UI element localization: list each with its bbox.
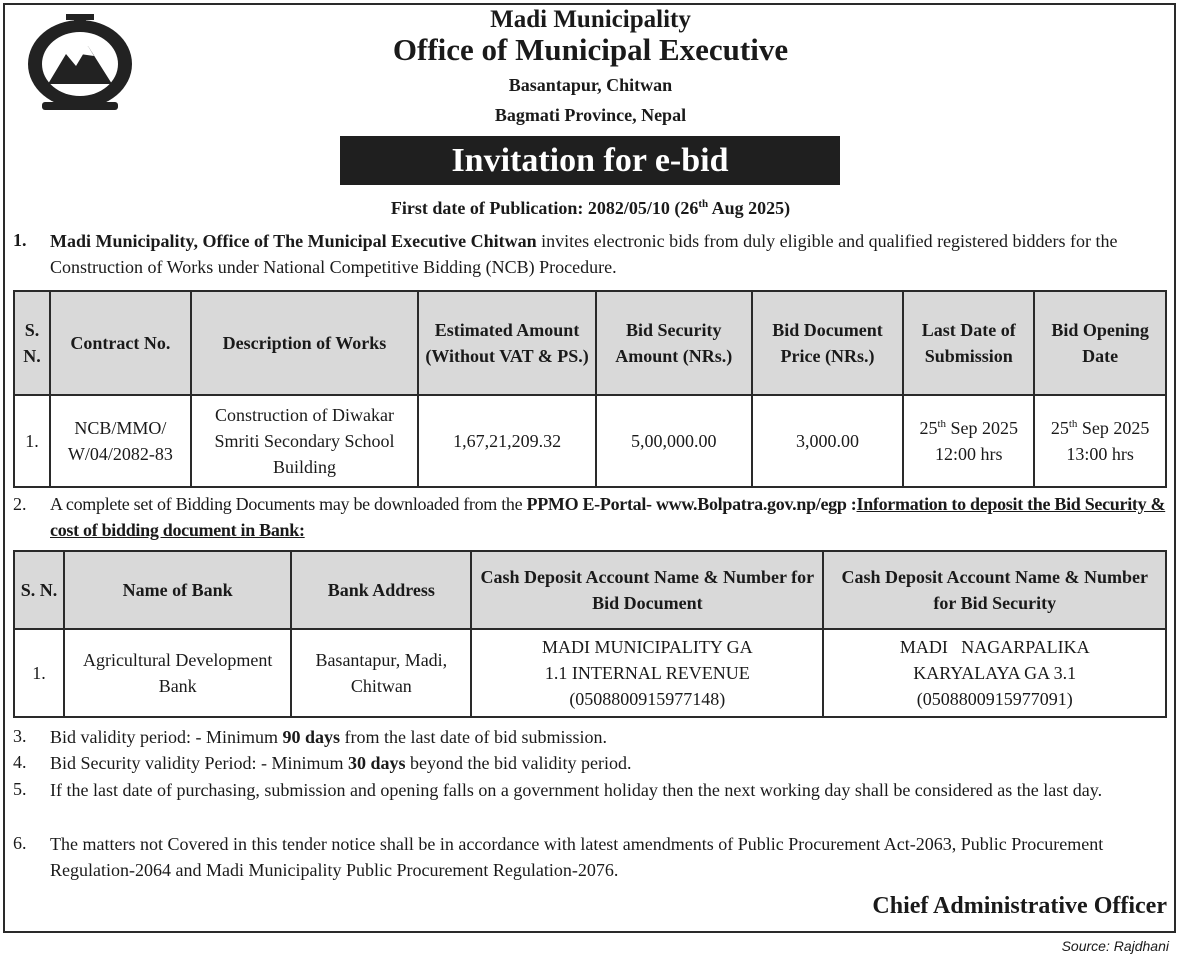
cell-security-account: MADI NAGARPALIKA KARYALAYA GA 3.1 (0508800915977091)	[823, 629, 1166, 717]
item-2-number: 2.	[13, 494, 27, 514]
bank-table	[13, 550, 1167, 718]
col-bank-name: Name of Bank	[64, 551, 292, 629]
item-6-text: The matters not Covered in this tender notice shall be in accordance with latest amendments of Public Procurement Act-2063, Public Procurement Regulation-2064 and Madi Municipality Public Procurement Regulation-2076.	[50, 834, 1104, 880]
item-2-text: A complete set of Bidding Documents may be downloaded from the PPMO E-Portal- www.Bolpatra.gov.np/egp :Information to deposit the Bid Security & cost of bidding document in Bank:	[50, 494, 1166, 540]
works-table-header	[14, 291, 1166, 395]
notice-title: Invitation for e-bid	[340, 136, 840, 185]
col-sn: S. N.	[14, 551, 64, 629]
bank-table-header	[14, 551, 1166, 629]
cell-bank-name: Agricultural Development Bank	[64, 629, 292, 717]
cell-security: 5,00,000.00	[596, 395, 752, 487]
address-line-1: Basantapur, Chitwan	[508, 75, 673, 95]
item-6-number: 6.	[13, 833, 27, 853]
item-4-number: 4.	[13, 752, 27, 772]
cell-sn: 1.	[14, 629, 64, 717]
source-credit: Source: Rajdhani	[1061, 938, 1169, 954]
signature-title: Chief Administrative Officer	[872, 893, 1167, 919]
item-5-text: If the last date of purchasing, submission and opening falls on a government holiday then the next working day shall be considered as the last day.	[50, 780, 1103, 800]
office-name: Office of Municipal Executive	[392, 32, 789, 67]
item-3-number: 3.	[13, 726, 27, 746]
table-row	[14, 629, 1166, 717]
cell-bank-address: Basantapur, Madi, Chitwan	[291, 629, 471, 717]
col-security-account: Cash Deposit Account Name & Number for Bid Security	[823, 551, 1166, 629]
col-contract-no: Contract No.	[50, 291, 191, 395]
item-4-text: Bid Security validity Period: - Minimum 30 days beyond the bid validity period.	[50, 753, 632, 773]
cell-doc-price: 3,000.00	[752, 395, 904, 487]
cell-contract: NCB/MMO/ W/04/2082-83	[50, 395, 191, 487]
col-doc-account: Cash Deposit Account Name & Number for Bid Document	[471, 551, 823, 629]
table-row	[14, 395, 1166, 487]
cell-last-date: 25th Sep 2025 12:00 hrs	[903, 395, 1034, 487]
item-5-number: 5.	[13, 779, 27, 799]
col-sn: S. N.	[14, 291, 50, 395]
cell-doc-account: MADI MUNICIPALITY GA 1.1 INTERNAL REVENUE (0508800915977148)	[471, 629, 823, 717]
cell-description: Construction of Diwakar Smriti Secondary School Building	[191, 395, 418, 487]
col-opening-date: Bid Opening Date	[1034, 291, 1166, 395]
municipality-name: Madi Municipality	[490, 6, 691, 33]
col-bid-security: Bid Security Amount (NRs.)	[596, 291, 752, 395]
item-1-number: 1.	[13, 230, 27, 250]
works-table	[13, 290, 1167, 488]
col-bank-address: Bank Address	[291, 551, 471, 629]
cell-estimated: 1,67,21,209.32	[418, 395, 596, 487]
address-line-2: Bagmati Province, Nepal	[494, 105, 687, 125]
publication-date: First date of Publication: 2082/05/10 (26th Aug 2025)	[390, 198, 791, 218]
col-last-date: Last Date of Submission	[903, 291, 1034, 395]
col-estimated-amount: Estimated Amount (Without VAT & PS.)	[418, 291, 596, 395]
item-3-text: Bid validity period: - Minimum 90 days from the last date of bid submission.	[50, 727, 607, 747]
item-1-text: Madi Municipality, Office of The Municipal Executive Chitwan invites electronic bids from duly eligible and qualified registered bidders for the Construction of Works under National Competitive Bidding (NCB) Procedure.	[50, 231, 1118, 277]
col-description: Description of Works	[191, 291, 418, 395]
cell-opening-date: 25th Sep 2025 13:00 hrs	[1034, 395, 1166, 487]
cell-sn: 1.	[14, 395, 50, 487]
col-doc-price: Bid Document Price (NRs.)	[752, 291, 904, 395]
